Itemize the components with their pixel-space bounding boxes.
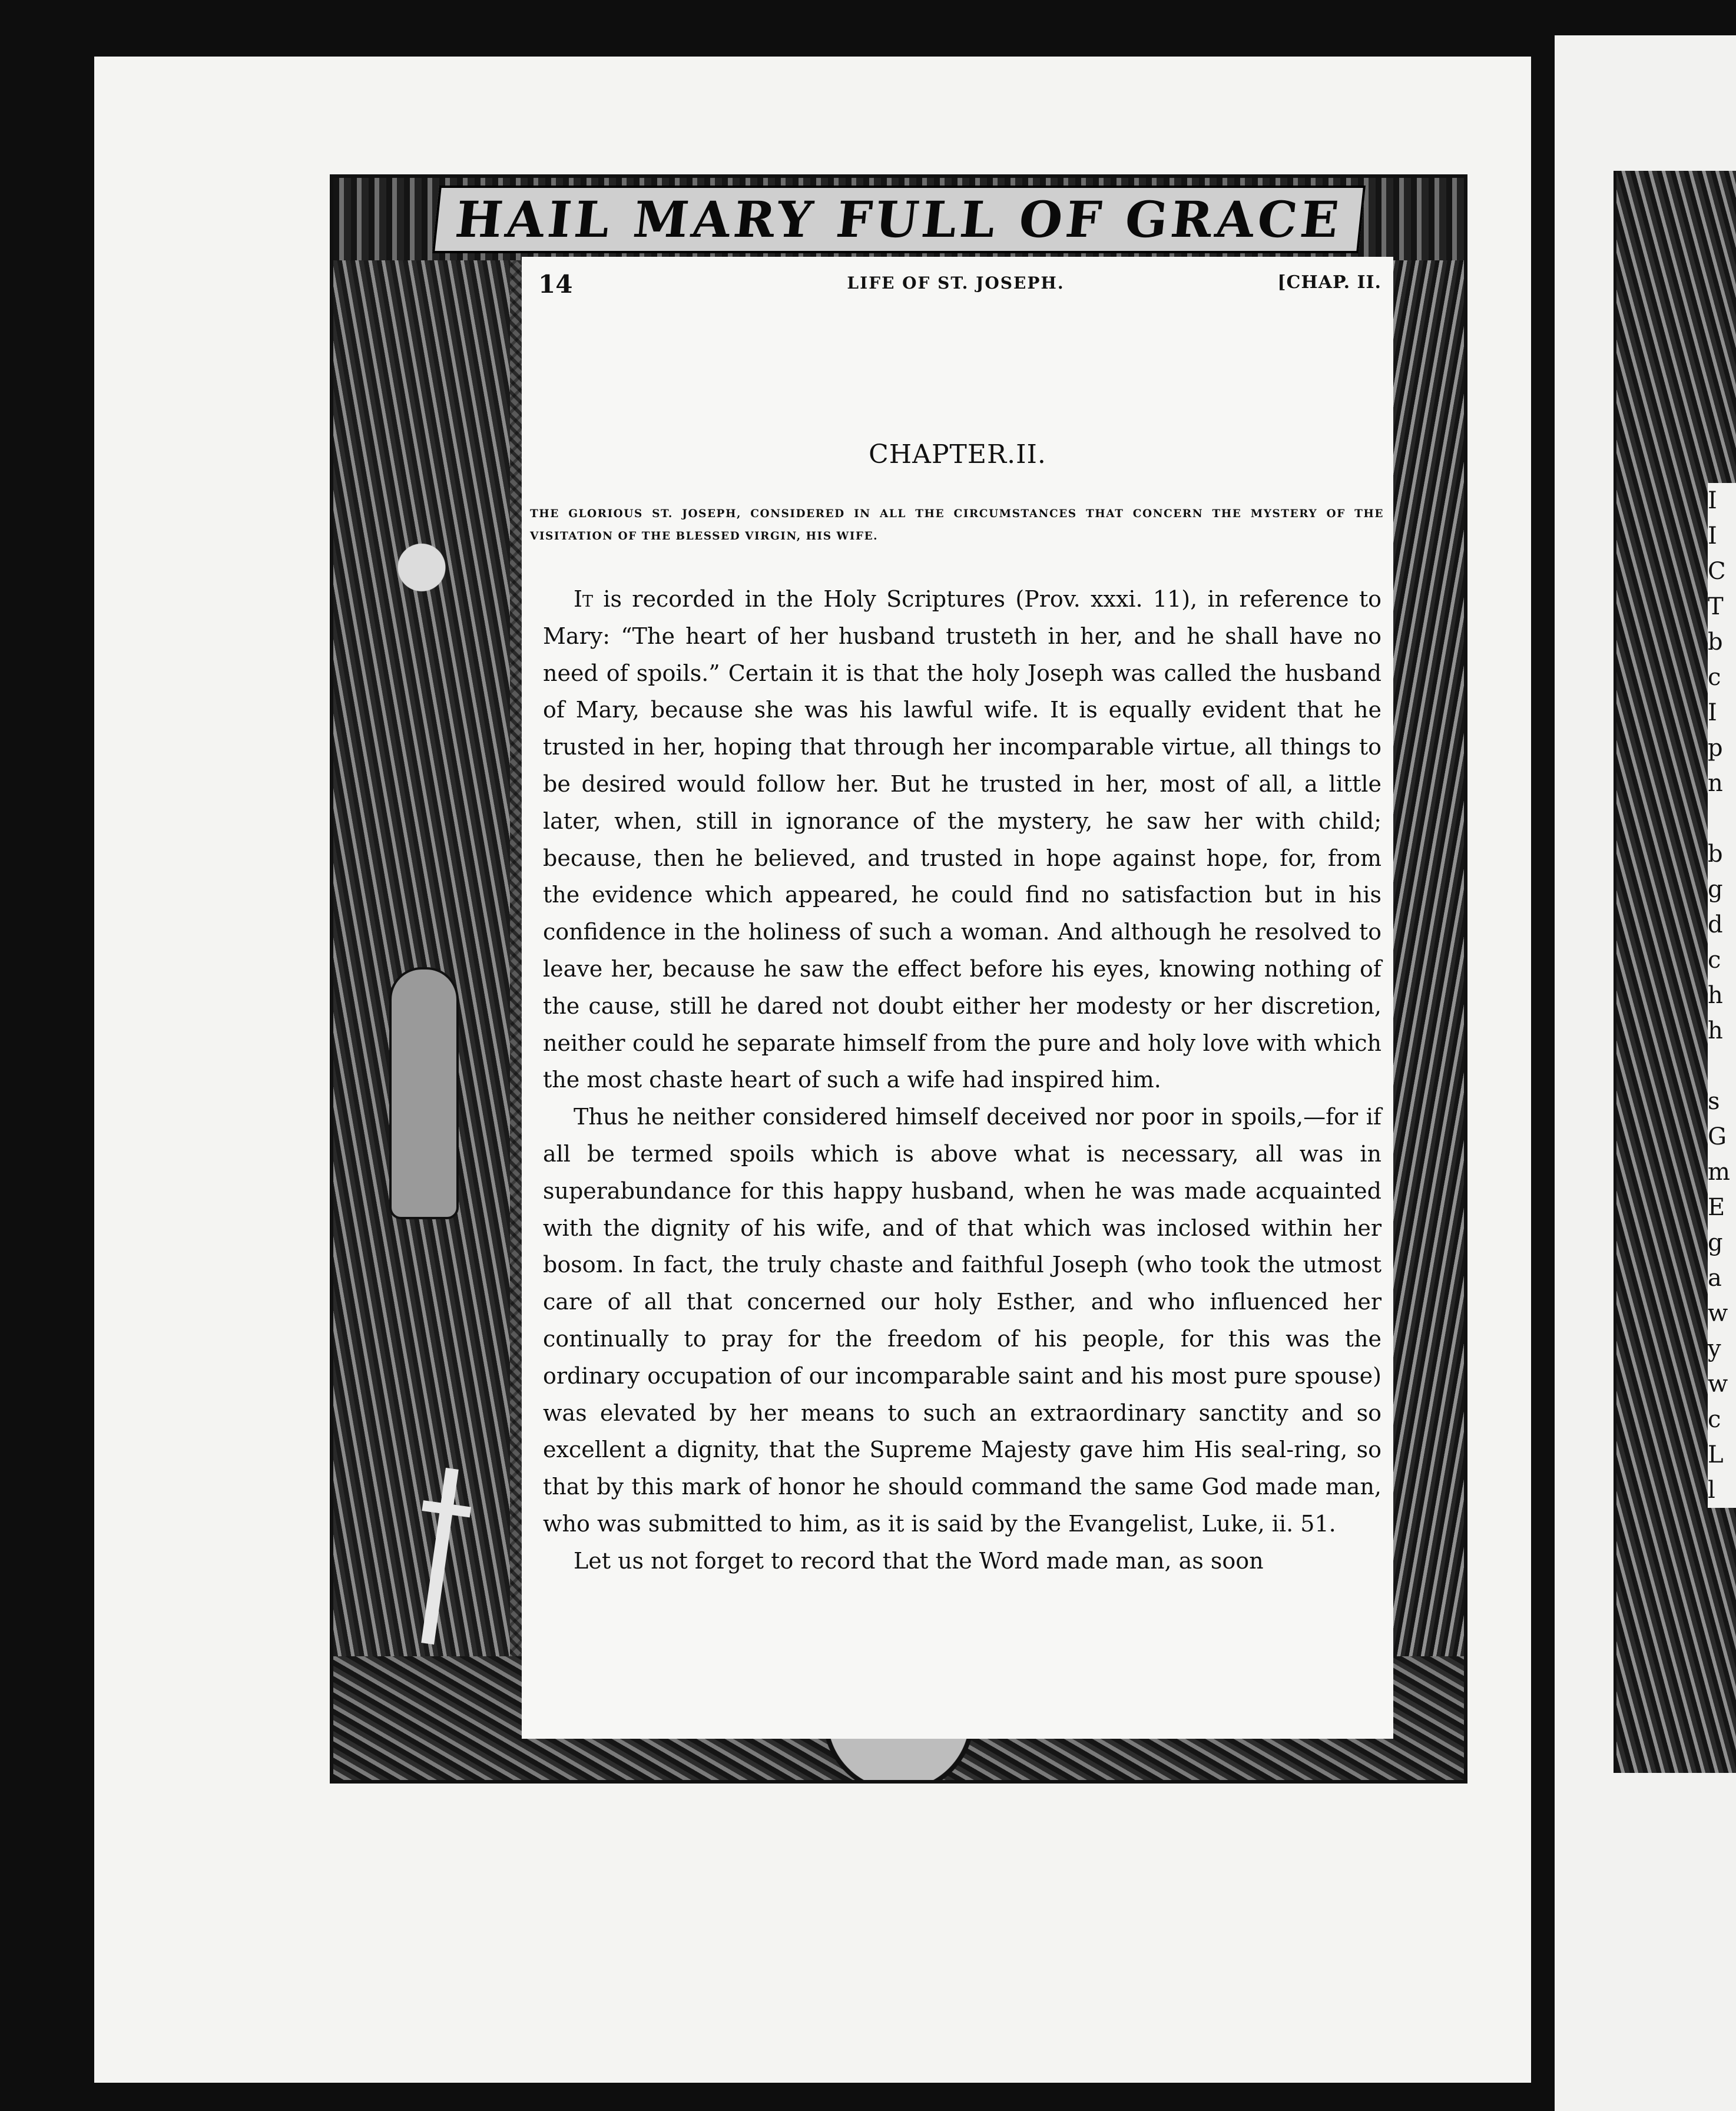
right-page-fragment: n <box>1708 770 1723 797</box>
right-page-fragment: I <box>1708 522 1717 550</box>
right-page-fragment: b <box>1708 628 1723 656</box>
chapter-summary: THE GLORIOUS ST. JOSEPH, CONSIDERED IN ALL THE CIRCUMSTANCES THAT CONCERN THE MYSTERY OF THE VISITATION OF THE BLESSED VIRGIN, HIS WIFE. <box>530 508 1384 542</box>
right-page-fragment <box>1708 1048 1736 1084</box>
right-page-fragment: d <box>1708 911 1723 938</box>
right-page-fragment: m <box>1708 1159 1730 1186</box>
paragraph-lead: It <box>574 586 594 612</box>
right-page-fragment: y <box>1708 1335 1721 1362</box>
chapter-reference: [CHAP. II. <box>1277 272 1381 293</box>
madonna-illustration <box>389 967 459 1219</box>
right-page-fragment: h <box>1708 982 1723 1009</box>
right-page-fragment: w <box>1708 1300 1728 1327</box>
right-page-fragment: E <box>1708 1194 1725 1221</box>
right-page-fragment: c <box>1708 664 1721 691</box>
right-page-fragment: a <box>1708 1265 1722 1292</box>
left-ornament-border <box>333 260 510 1656</box>
right-page-fragment: g <box>1708 876 1723 903</box>
right-page-fragment <box>1708 801 1736 836</box>
right-page-fragment: p <box>1708 734 1723 762</box>
body-text <box>543 581 1381 1580</box>
right-page-text-fragments <box>1708 483 1736 1508</box>
paragraph <box>543 581 1381 1098</box>
banner-text: HAIL MARY FULL OF GRACE <box>432 186 1366 253</box>
text-panel <box>522 257 1393 1739</box>
paragraph-text: is recorded in the Holy Scriptures (Prov. xxxi. 11), in reference to Mary: “The heart of her husband trusteth in her, and he shall have no need of spoils.” Certain it is that the holy Joseph was called the husband of Mary, because she was his lawful wife. It is equally evident that he trusted in her, hoping that through her incomparable virtue, all things to be desired would follow her. But he trusted in her, most of all, a little later, when, still in ignorance of the mystery, he saw her with child; because, then he believed, and trusted in hope against hope, for, from the evidence which appeared, he could find no satisfaction but in his confidence in the holiness of such a woman. And although he resolved to leave her, because he saw the effect before his eyes, knowing nothing of the cause, still he dared not doubt either her modesty or her discretion, neither could he separate himself from the pure and holy love with which the most chaste heart of such a wife had inspired him. <box>543 586 1381 1093</box>
right-page-fragment: I <box>1708 699 1717 726</box>
right-page-fragment: l <box>1708 1477 1715 1504</box>
right-page-fragment: T <box>1708 593 1724 620</box>
right-page-fragment: G <box>1708 1123 1727 1150</box>
frame-banner <box>333 178 1464 260</box>
chapter-heading: CHAPTER.II. <box>869 439 1046 469</box>
right-page-fragment: g <box>1708 1229 1723 1256</box>
cross-illustration <box>421 1468 459 1645</box>
running-title: LIFE OF ST. JOSEPH. <box>847 273 1065 293</box>
right-page-fragment: I <box>1708 487 1717 514</box>
right-page-fragment: L <box>1708 1441 1724 1468</box>
page-number: 14 <box>538 270 573 299</box>
right-page-fragment: w <box>1708 1371 1728 1398</box>
right-page-fragment: s <box>1708 1088 1720 1115</box>
running-head <box>530 270 1381 305</box>
right-page-fragment: b <box>1708 841 1723 868</box>
right-page-fragment: c <box>1708 947 1721 974</box>
right-page-fragment: h <box>1708 1017 1723 1044</box>
paragraph: Let us not forget to record that the Word made man, as soon <box>574 1547 1264 1574</box>
right-page-fragment: C <box>1708 558 1726 585</box>
paragraph: Thus he neither considered himself deceived nor poor in spoils,—for if all be termed spoils which is above what is necessary, all was in superabundance for this happy husband, when he was made acquainted with the dignity of his wife, and of that which was inclosed within her bosom. In fact, the truly chaste and faithful Joseph (who took the utmost care of all that concerned our holy Esther, and who influenced her continually to pray for the freedom of his people, for this was the ordinary occupation of our incomparable saint and his most pure spouse) was elevated by her means to such an extraordinary sanctity and so excellent a dignity, that the Supreme Majesty gave him His seal-ring, so that by this mark of honor he should command the same God made man, who was submitted to him, as it is said by the Evangelist, Luke, ii. 51. <box>543 1104 1381 1537</box>
right-page-fragment: c <box>1708 1406 1721 1433</box>
